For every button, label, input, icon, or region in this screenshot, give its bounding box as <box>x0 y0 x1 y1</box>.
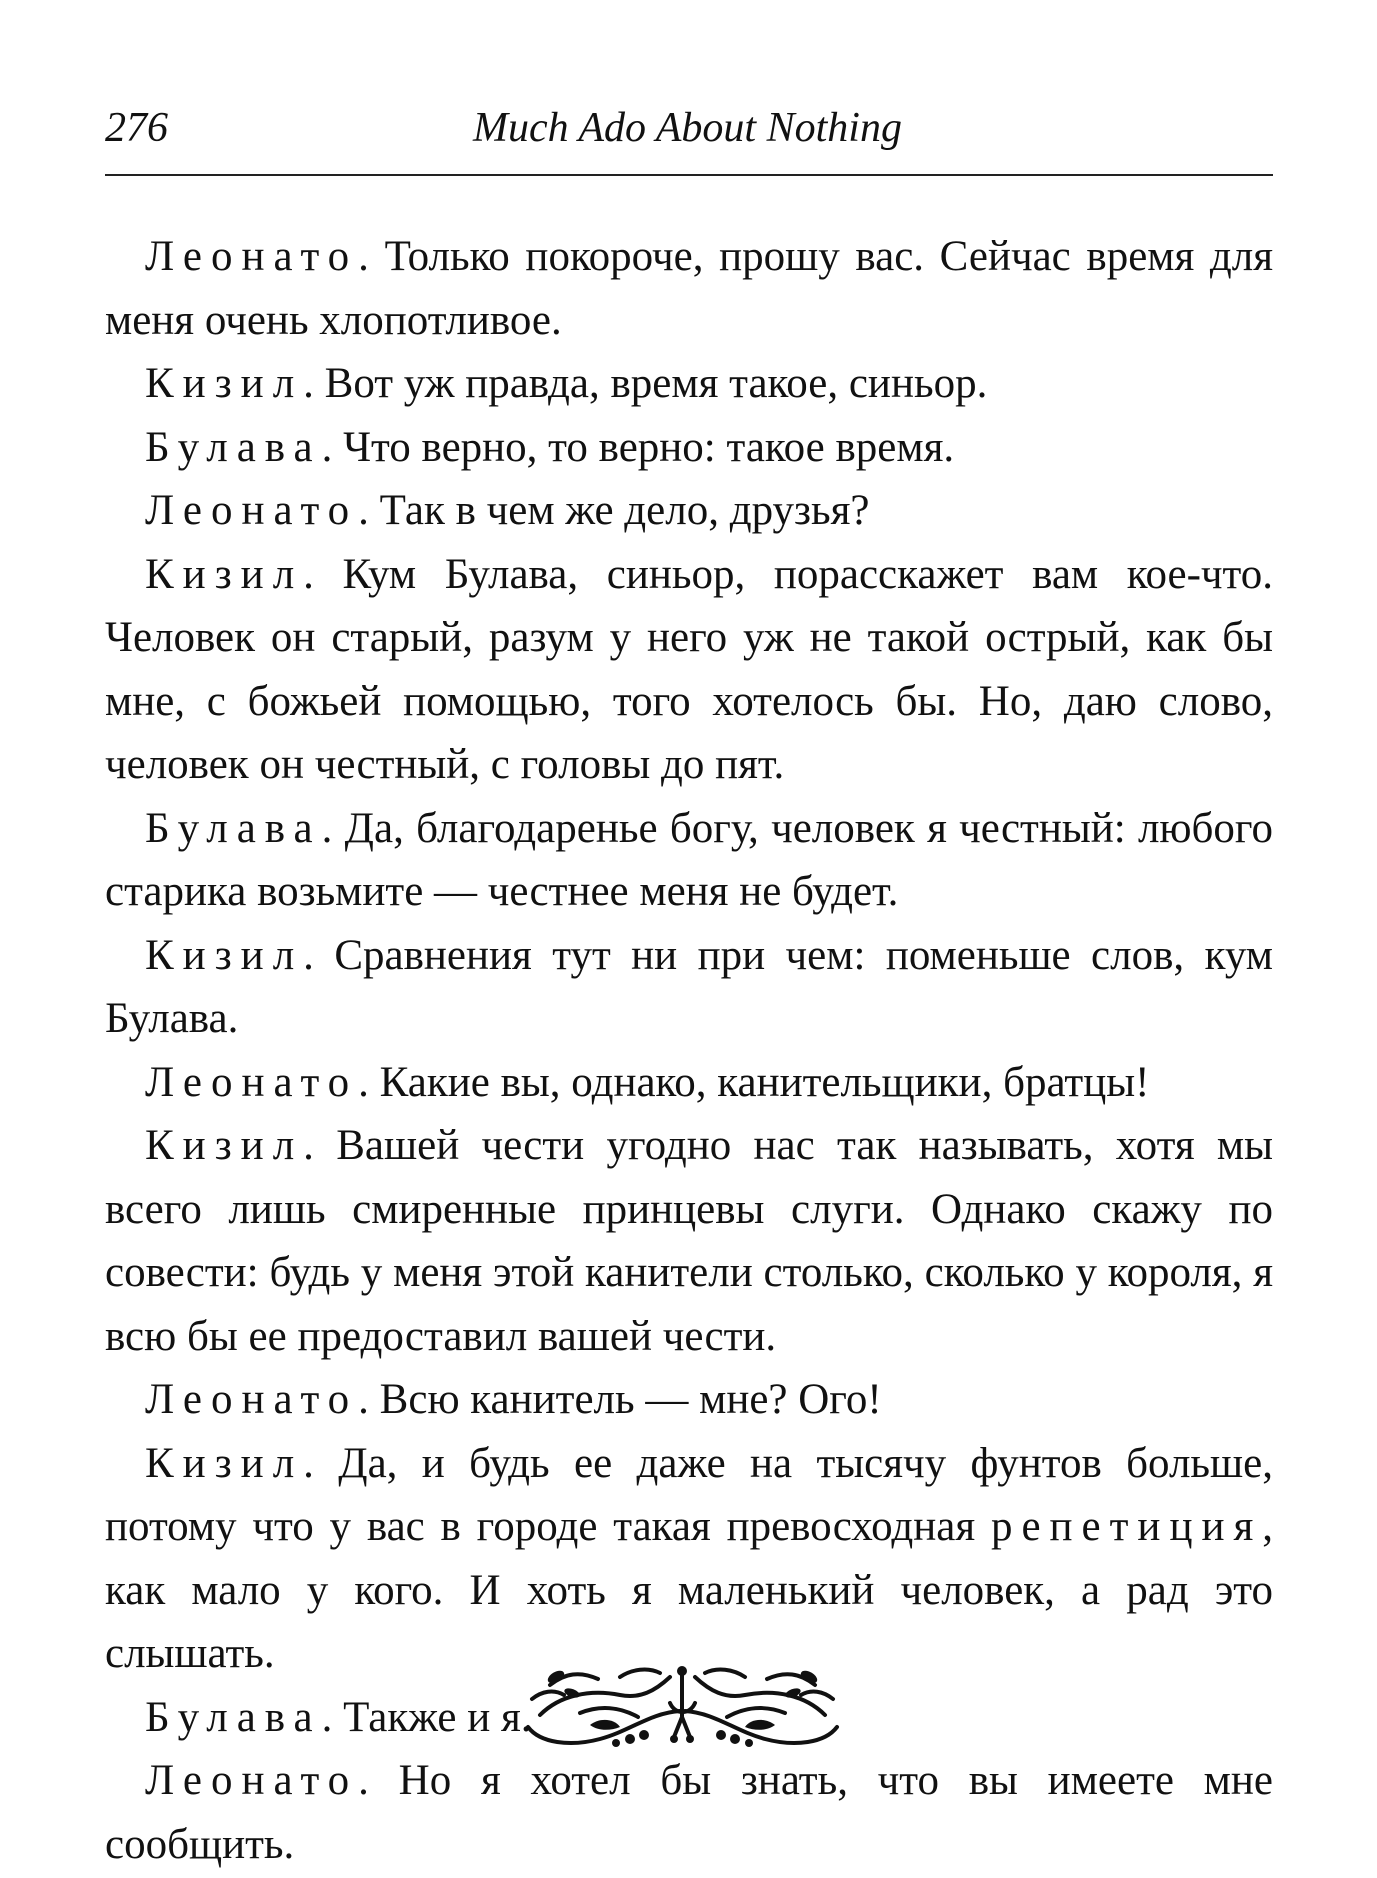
dialogue-paragraph: Кизил. Кум Булава, синьор, порасскажет вам кое-что. Человек он старый, разум у него уж не такой острый, как бы мне, с божьей помощью, того хотелось бы. Но, даю слово, человек он честный, с головы до пят. <box>105 550 1274 788</box>
speech-text: Так в чем же дело, друзья? <box>379 487 870 534</box>
speaker-name: Кизил <box>145 550 304 598</box>
speech-text: Вот уж правда, время такое, синьор. <box>324 360 988 407</box>
speech-text: Да, и будь ее даже на тысячу фунтов больше, потому что у вас в городе такая превосходная <box>105 1439 1273 1550</box>
speech-text: Всю канитель — мне? Ого! <box>379 1376 882 1423</box>
dialogue-paragraph: Леонато. Так в чем же дело, друзья? <box>145 487 870 534</box>
page-number: 276 <box>105 105 168 151</box>
speech-text: Но я хотел бы знать, что вы имеете мне сообщить. <box>105 1757 1273 1868</box>
speaker-name: Кизил <box>145 931 304 979</box>
dialogue-paragraph: Леонато. Какие вы, однако, канительщики, братцы! <box>145 1058 1150 1106</box>
speech-text: Также и я. <box>343 1693 532 1741</box>
speech-text: , как мало у кого. И хоть я маленький человек, а рад это слышать. <box>105 1503 1273 1677</box>
dialogue-paragraph: Кизил. Вашей чести угодно нас так называть, хотя мы всего лишь смиренные принцевы слуги. Однако скажу по совести: будь у меня этой канители столько, сколько у короля, я всю бы ее предоставил вашей чести. <box>105 1122 1274 1360</box>
speech-text: Кум Булава, синьор, порасскажет вам кое-что. Человек он старый, разум у него уж не такой острый, как бы мне, с божьей помощью, того хотелось бы. Но, даю слово, человек он честный, с головы до пят. <box>105 550 1274 788</box>
speaker-name: Леонато <box>145 1757 359 1804</box>
dialogue-paragraph: Кизил. Вот уж правда, время такое, синьор. <box>145 360 988 407</box>
dialogue-paragraph: Булава. Также и я. <box>145 1693 532 1741</box>
speech-text: Да, благодаренье богу, человек я честный: любого старика возьмите — честнее меня не будет. <box>105 804 1273 915</box>
dialogue-paragraph: Леонато. Только покороче, прошу вас. Сейчас время для меня очень хлопотливое. <box>105 233 1274 344</box>
emphasized-word: репетиция <box>990 1503 1263 1550</box>
running-title: Much Ado About Nothing <box>473 105 902 151</box>
speech-text: Что верно, то верно: такое время. <box>343 423 955 471</box>
speaker-name: Булава <box>145 804 322 852</box>
speaker-name: Кизил <box>145 360 304 407</box>
speech-text: Сравнения тут ни при чем: поменьше слов, кум Булава. <box>105 931 1273 1042</box>
speaker-name: Леонато <box>145 1376 359 1423</box>
speaker-name: Леонато <box>145 487 359 534</box>
header-divider <box>105 174 1273 176</box>
dialogue-paragraph: Кизил. Сравнения тут ни при чем: поменьше слов, кум Булава. <box>105 931 1273 1042</box>
dialogue-text <box>105 225 1273 1876</box>
dialogue-paragraph: Булава. Что верно, то верно: такое время. <box>145 423 955 471</box>
dialogue-paragraph: Кизил. Да, и будь ее даже на тысячу фунтов больше, потому что у вас в городе такая превосходная репетиция, как мало у кого. И хоть я маленький человек, а рад это слышать. <box>105 1439 1273 1677</box>
speaker-name: Кизил <box>145 1439 304 1487</box>
dialogue-paragraph: Леонато. Но я хотел бы знать, что вы имеете мне сообщить. <box>105 1757 1273 1868</box>
page-header <box>105 98 1270 168</box>
speaker-name: Леонато <box>145 233 359 280</box>
speech-text: Только покороче, прошу вас. Сейчас время для меня очень хлопотливое. <box>105 233 1274 344</box>
speaker-name: Кизил <box>145 1122 304 1169</box>
speaker-name: Булава <box>145 423 322 471</box>
speaker-name: Леонато <box>145 1058 359 1106</box>
speaker-name: Булава <box>145 1693 322 1741</box>
speech-text: Какие вы, однако, канительщики, братцы! <box>379 1058 1150 1106</box>
speech-text: Вашей чести угодно нас так называть, хотя мы всего лишь смиренные принцевы слуги. Однако скажу по совести: будь у меня этой канители столько, сколько у короля, я всю бы ее предоставил вашей чести. <box>105 1122 1274 1360</box>
dialogue-paragraph: Леонато. Всю канитель — мне? Ого! <box>145 1376 882 1423</box>
decorative-floral-tailpiece-icon <box>520 1655 845 1753</box>
dialogue-paragraph: Булава. Да, благодаренье богу, человек я честный: любого старика возьмите — честнее меня не будет. <box>105 804 1273 915</box>
